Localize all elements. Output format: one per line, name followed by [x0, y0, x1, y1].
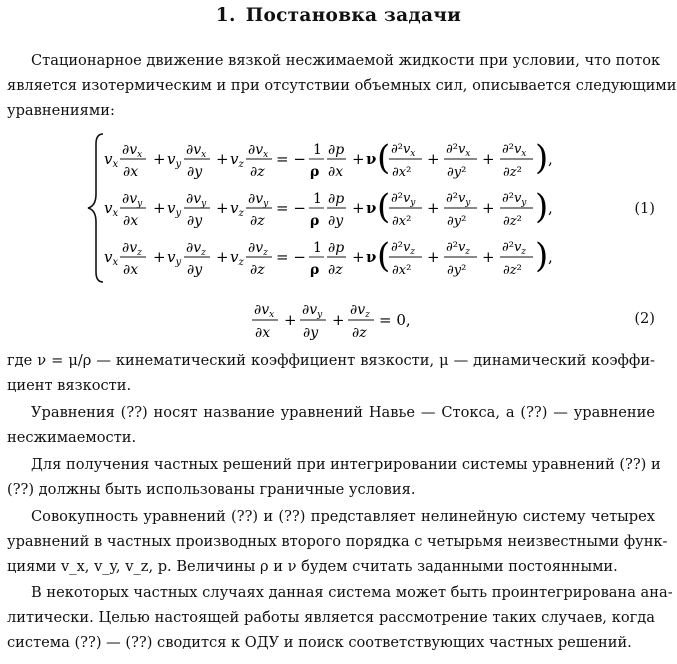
svg-text:∂vy: $\partial v_y$: [302, 302, 323, 320]
svg-text:∂vy: $\partial v_y$: [122, 191, 143, 209]
svg-text:): ): [535, 138, 549, 178]
svg-text:∂p: ∂p: [328, 240, 345, 256]
svg-text:∂y: ∂y: [328, 213, 344, 229]
svg-text:+: +: [427, 199, 440, 217]
svg-text:∂vx: $\partial v_x$: [248, 142, 269, 160]
svg-text:∂y: ∂y: [187, 213, 203, 229]
names-paragraph: [7, 400, 655, 450]
svg-text:∂x: ∂x: [123, 213, 139, 229]
equation-1-label: (1): [634, 200, 655, 217]
svg-text:1: 1: [313, 240, 322, 256]
svg-text:∂vy: $\partial v_y$: [186, 191, 207, 209]
svg-text:= −: = −: [276, 150, 306, 168]
svg-text:∂z: ∂z: [250, 164, 265, 180]
equation-row-y: [104, 187, 553, 229]
svg-text:∂x: ∂x: [328, 164, 344, 180]
svg-text:ν: ν: [366, 199, 377, 217]
svg-text:∂²vy: $\partial^2v_y$: [446, 191, 471, 208]
svg-text:1: 1: [313, 142, 322, 158]
continuity-rhs: = 0,: [379, 311, 411, 329]
svg-text:): ): [535, 187, 549, 227]
svg-text:∂vz: $\partial v_z$: [248, 240, 268, 258]
svg-text:+: +: [153, 248, 166, 266]
svg-text:∂z: ∂z: [352, 325, 367, 341]
system-brace: [88, 134, 103, 282]
svg-text:∂vz: $\partial v_z$: [122, 240, 142, 258]
goal-line-2: литически. Целью настоящей работы является рассмотрение таких случаев, когда: [7, 609, 655, 626]
section-number: 1.: [215, 5, 236, 26]
svg-text:+: +: [153, 199, 166, 217]
eq-row-z-comma: ,: [548, 248, 553, 266]
goal-paragraph: [7, 580, 673, 655]
system-line-2: уравнений в частных производных второго порядка с четырьмя неизвестными функ-: [7, 533, 668, 550]
goal-line-3: система (??) — (??) сводится к ОДУ и поиск соответствующих частных решений.: [7, 634, 632, 651]
svg-text:∂²vz: $\partial^2v_z$: [502, 240, 527, 257]
svg-text:∂y²: ∂y²: [447, 214, 467, 229]
svg-text:∂²vy: $\partial^2v_y$: [391, 191, 416, 208]
svg-text:+: +: [216, 150, 229, 168]
svg-text:∂p: ∂p: [328, 191, 345, 207]
svg-text:+: +: [352, 248, 365, 266]
svg-text:∂y²: ∂y²: [447, 165, 467, 180]
svg-text:1: 1: [313, 191, 322, 207]
svg-text:(: (: [377, 187, 391, 227]
svg-text:∂²vz: $\partial^2v_z$: [391, 240, 416, 257]
equation-row-x: [104, 138, 553, 180]
svg-text:∂x: ∂x: [123, 262, 139, 278]
svg-text:∂z²: ∂z²: [503, 165, 522, 180]
svg-text:∂p: ∂p: [328, 142, 345, 158]
svg-text:∂x²: ∂x²: [392, 214, 412, 229]
svg-text:vy: $v_y$: [167, 248, 182, 268]
svg-text:ρ: ρ: [310, 262, 320, 278]
system-line-3: циями v_x, v_y, v_z, p. Величины ρ и ν будем считать заданными постоянными.: [7, 558, 618, 575]
svg-text:+: +: [332, 311, 345, 329]
svg-text:vy: $v_y$: [167, 150, 182, 170]
eq-row-x-comma: ,: [548, 150, 553, 168]
system-line-1: Совокупность уравнений (??) и (??) представляет нелинейную систему четырех: [31, 508, 655, 525]
intro-line-2: является изотермическим и при отсутствии объемных сил, описывается следующими: [7, 77, 677, 94]
svg-text:vx: $v_x$: [104, 150, 119, 170]
svg-text:vy: $v_y$: [167, 199, 182, 219]
intro-line-3: уравнениями:: [7, 102, 115, 119]
system-paragraph: [7, 504, 668, 579]
svg-text:∂²vz: $\partial^2v_z$: [446, 240, 471, 257]
svg-text:+: +: [482, 150, 495, 168]
section-title: Постановка задачи: [245, 5, 462, 26]
svg-text:vz: $v_z$: [230, 150, 244, 170]
svg-text:+: +: [216, 248, 229, 266]
svg-text:ρ: ρ: [310, 213, 320, 229]
svg-text:∂²vx: $\partial^2v_x$: [502, 142, 527, 159]
boundary-line-2: (??) должны быть использованы граничные условия.: [7, 481, 416, 498]
svg-text:vx: $v_x$: [104, 199, 119, 219]
svg-text:∂vz: $\partial v_z$: [186, 240, 206, 258]
svg-text:∂y: ∂y: [303, 325, 319, 341]
svg-text:∂vy: $\partial v_y$: [248, 191, 269, 209]
svg-text:∂²vy: $\partial^2v_y$: [502, 191, 527, 208]
section-heading: [0, 5, 677, 26]
viscosity-line-1: где ν = μ/ρ — кинематический коэффициент вязкости, μ — динамический коэффи-: [7, 352, 655, 369]
svg-text:+: +: [427, 150, 440, 168]
svg-text:vx: $v_x$: [104, 248, 119, 268]
svg-text:= −: = −: [276, 248, 306, 266]
svg-text:+: +: [284, 311, 297, 329]
viscosity-line-2: циент вязкости.: [7, 377, 132, 394]
svg-text:∂²vx: $\partial^2v_x$: [446, 142, 471, 159]
svg-text:∂z²: ∂z²: [503, 263, 522, 278]
goal-line-1: В некоторых частных случаях данная система может быть проинтегрирована ана-: [31, 584, 673, 601]
names-line-1: Уравнения (??) носят название уравнений Навье — Стокса, а (??) — уравнение: [31, 404, 655, 421]
svg-text:+: +: [216, 199, 229, 217]
svg-text:): ): [535, 236, 549, 276]
svg-text:∂x: ∂x: [255, 325, 271, 341]
svg-text:ν: ν: [366, 248, 377, 266]
svg-text:∂x: ∂x: [123, 164, 139, 180]
equation-row-z: [104, 236, 553, 278]
navier-stokes-system: [0, 128, 677, 288]
svg-text:∂vx: $\partial v_x$: [186, 142, 207, 160]
svg-text:+: +: [482, 199, 495, 217]
intro-paragraph: [7, 48, 677, 123]
svg-text:+: +: [427, 248, 440, 266]
svg-text:∂x²: ∂x²: [392, 263, 412, 278]
svg-text:∂x²: ∂x²: [392, 165, 412, 180]
svg-text:(: (: [377, 138, 391, 178]
svg-text:ρ: ρ: [310, 164, 320, 180]
svg-text:(: (: [377, 236, 391, 276]
boundary-line-1: Для получения частных решений при интегрировании системы уравнений (??) и: [31, 456, 661, 473]
svg-text:∂y: ∂y: [187, 164, 203, 180]
svg-text:+: +: [352, 199, 365, 217]
continuity-equation: [0, 296, 677, 346]
viscosity-paragraph: [7, 348, 655, 398]
boundary-paragraph: [7, 452, 661, 502]
names-line-2: несжимаемости.: [7, 429, 137, 446]
svg-text:vz: $v_z$: [230, 199, 244, 219]
svg-text:= −: = −: [276, 199, 306, 217]
equation-system-graphic: [0, 128, 677, 288]
equation-2-label: (2): [634, 310, 655, 327]
intro-line-1: Стационарное движение вязкой несжимаемой жидкости при условии, что поток: [31, 52, 661, 69]
svg-text:∂vx: $\partial v_x$: [122, 142, 143, 160]
svg-text:∂vx: $\partial v_x$: [254, 302, 275, 320]
svg-text:∂y: ∂y: [187, 262, 203, 278]
svg-text:+: +: [352, 150, 365, 168]
svg-text:∂vz: $\partial v_z$: [350, 302, 370, 320]
svg-text:∂z: ∂z: [250, 262, 265, 278]
svg-text:∂z²: ∂z²: [503, 214, 522, 229]
svg-text:∂y²: ∂y²: [447, 263, 467, 278]
svg-text:+: +: [153, 150, 166, 168]
svg-text:∂z: ∂z: [328, 262, 343, 278]
svg-text:vz: $v_z$: [230, 248, 244, 268]
svg-text:∂²vx: $\partial^2v_x$: [391, 142, 416, 159]
eq-row-y-comma: ,: [548, 199, 553, 217]
continuity-equation-graphic: [0, 296, 677, 346]
svg-text:+: +: [482, 248, 495, 266]
svg-text:∂z: ∂z: [250, 213, 265, 229]
svg-text:ν: ν: [366, 150, 377, 168]
